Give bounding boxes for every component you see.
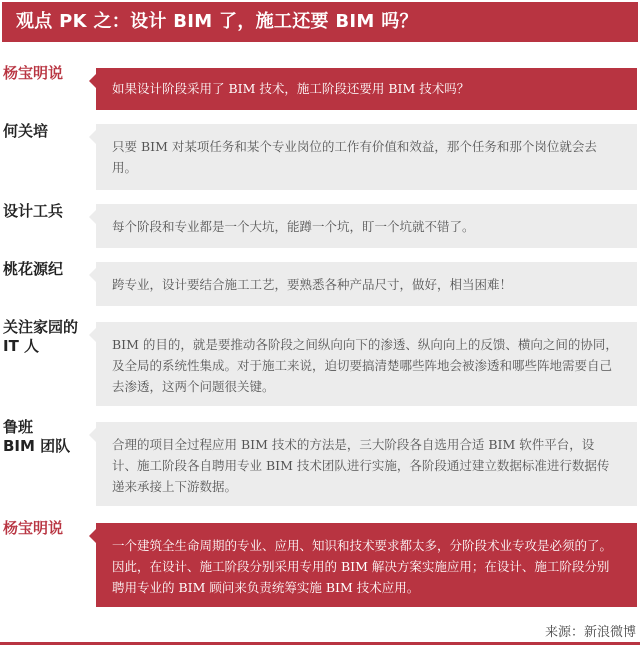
speech-bubble: [96, 204, 637, 248]
page-title: 观点 PK 之：设计 BIM 了，施工还要 BIM 吗？: [2, 2, 638, 42]
bubble-text: 一个建筑全生命周期的专业、应用、知识和技术要求都太多，分阶段术业专攻是必须的了。因此，在设计、施工阶段分别采用专用的 BIM 解决方案实施应用；在设计、施工阶段分别聘用专业的 BIM 顾问来负责统筹实施 BIM 技术应用。: [112, 538, 613, 595]
speaker-name: [3, 318, 93, 356]
bubble-text: 如果设计阶段采用了 BIM 技术，施工阶段还要用 BIM 技术吗？: [112, 81, 470, 96]
bubble-text: 跨专业，设计要结合施工工艺，要熟悉各种产品尺寸，做好，相当困难！: [112, 277, 513, 292]
speech-bubble: [96, 322, 637, 406]
speaker-name: 桃花源纪: [3, 260, 64, 278]
speech-bubble: [96, 262, 637, 306]
speaker-name: 杨宝明说: [3, 64, 64, 82]
speaker-name: 何关培: [3, 122, 49, 140]
speaker-name: [3, 418, 93, 456]
speaker-name: 杨宝明说: [3, 519, 64, 537]
speaker-name: 设计工兵: [3, 202, 64, 220]
bubble-text: 合理的项目全过程应用 BIM 技术的方法是，三大阶段各自选用合适 BIM 软件平台，设计、施工阶段各自聘用专业 BIM 技术团队进行实施，各阶段通过建立数据标准进行数据传递来承接上下游数据。: [112, 437, 610, 494]
source-credit: 来源：新浪微博: [544, 625, 636, 640]
bottom-divider: [0, 642, 640, 645]
speaker-name-line1: 关注家园的: [3, 318, 79, 336]
speaker-name-line2: IT 人: [3, 337, 40, 355]
bubble-text: BIM 的目的，就是要推动各阶段之间纵向向下的渗透、纵向向上的反馈、横向之间的协同，及全局的系统性集成。对于施工来说，迫切要搞清楚哪些阵地会被渗透和哪些阵地需要自己去渗透，这两个问题很关键。: [112, 337, 618, 394]
speech-bubble: [96, 422, 637, 506]
speech-bubble: [96, 523, 637, 607]
bubble-text: 每个阶段和专业都是一个大坑，能蹲一个坑，盯一个坑就不错了。: [112, 219, 475, 234]
speech-bubble: [96, 68, 637, 110]
speaker-name-line2: BIM 团队: [3, 437, 71, 455]
speaker-name-line1: 鲁班: [3, 418, 34, 436]
speech-bubble: [96, 124, 637, 190]
bubble-text: 只要 BIM 对某项任务和某个专业岗位的工作有价值和效益，那个任务和那个岗位就会去用。: [112, 139, 597, 175]
